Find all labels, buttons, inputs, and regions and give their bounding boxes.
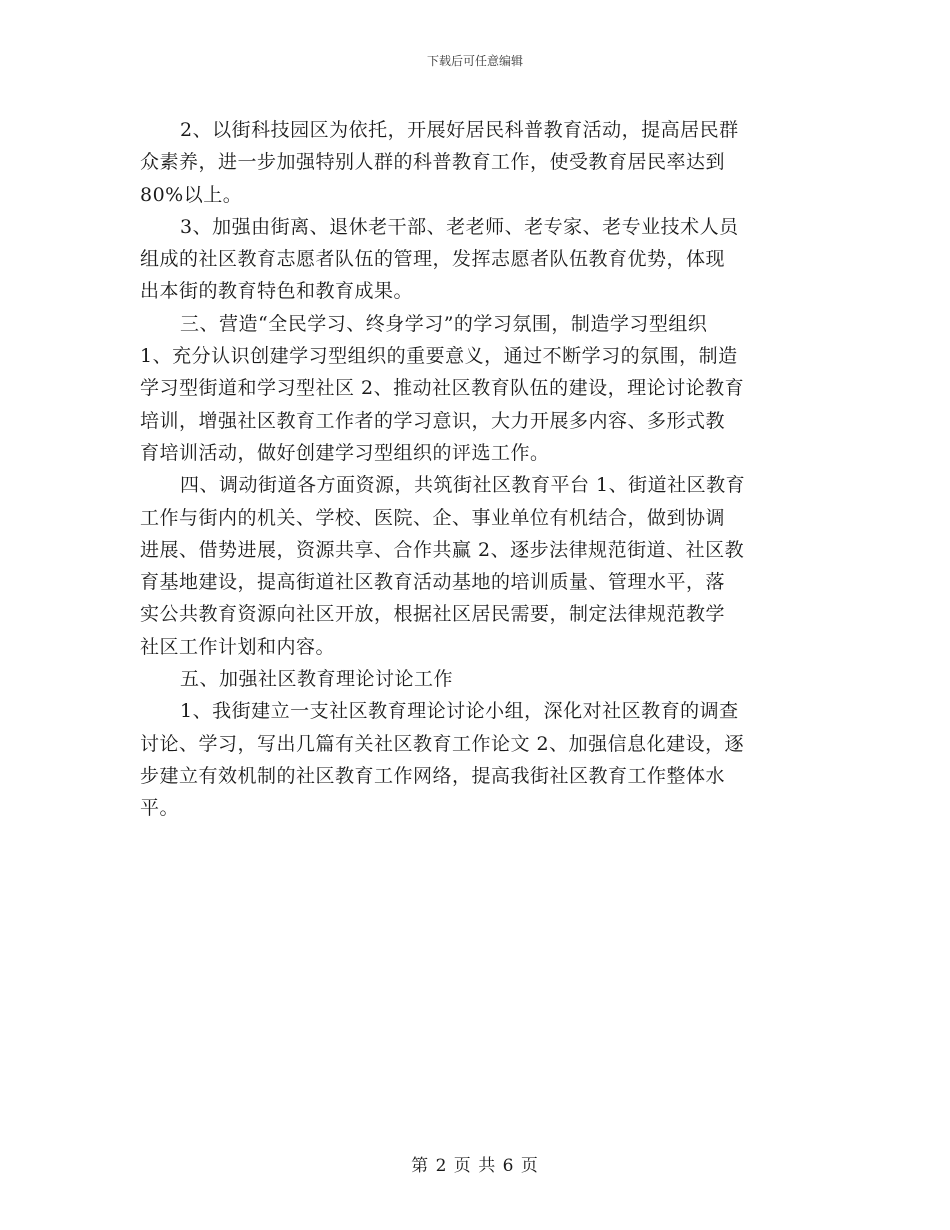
text-line: 1、我街建立一支社区教育理论讨论小组，深化对社区教育的调查 [180,700,739,723]
section-heading-5: 五、加强社区教育理论讨论工作 [180,668,454,691]
text-line: 学习型街道和学习型社区 2、推动社区教育队伍的建设，理论讨论教育 [140,377,745,400]
text-line: 工作与街内的机关、学校、医院、企、事业单位有机结合，做到协调 [140,506,726,529]
page-number: 第 2 页 共 6 页 [411,1156,539,1176]
text-line: 进展、借势进展，资源共享、合作共赢 2、逐步法律规范街道、社区教 [140,538,745,561]
text-line: 众素养，进一步加强特别人群的科普教育工作，使受教育居民率达到 [140,151,726,174]
text-line: 组成的社区教育志愿者队伍的管理，发挥志愿者队伍教育优势，体现 [140,248,726,271]
text-line: 2、以街科技园区为依托，开展好居民科普教育活动，提高居民群 [180,119,739,141]
text-line: 出本街的教育特色和教育成果。 [140,280,414,303]
text-line: 社区工作计划和内容。 [140,635,336,658]
text-line: 育基地建设，提高街道社区教育活动基地的培训质量、管理水平，落 [140,571,726,594]
text-line: 1、充分认识创建学习型组织的重要意义，通过不断学习的氛围，制造 [140,345,738,368]
section-heading-4: 四、调动街道各方面资源，共筑街社区教育平台 1、街道社区教育 [180,474,746,497]
page-header: 下载后可任意编辑 [426,54,523,68]
text-line: 育培训活动，做好创建学习型组织的评选工作。 [140,441,550,464]
text-line: 讨论、学习，写出几篇有关社区教育工作论文 2、加强信息化建设，逐 [140,732,745,755]
text-line: 80%以上。 [140,183,243,206]
section-heading-3: 三、营造“全民学习、终身学习”的学习氛围，制造学习型组织 [180,312,708,335]
text-line: 步建立有效机制的社区教育工作网络，提高我街社区教育工作整体水 [140,764,726,787]
text-line: 实公共教育资源向社区开放，根据社区居民需要，制定法律规范教学 [140,603,726,626]
text-line: 3、加强由街离、退休老干部、老老师、老专家、老专业技术人员 [180,215,739,238]
text-line: 平。 [140,797,180,820]
document-body [140,114,820,825]
text-line: 培训，增强社区教育工作者的学习意识，大力开展多内容、多形式教 [140,409,726,432]
